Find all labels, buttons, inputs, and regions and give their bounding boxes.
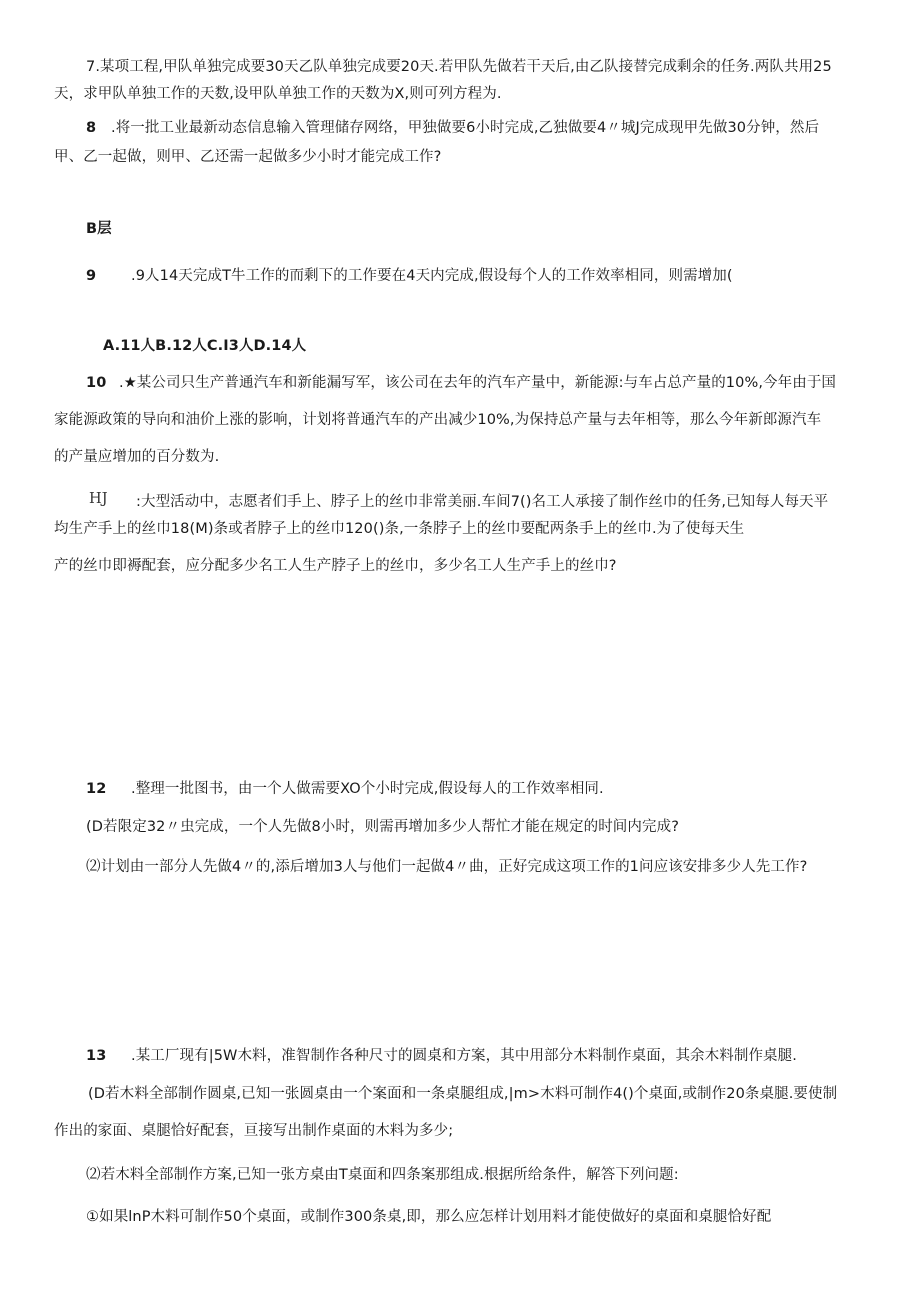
q12-line-1: .整理一批图书，由一个人做需要XO个小时完成,假设每人的工作效率相同. [131, 781, 604, 797]
q8-line-2: 甲、乙一起做，则甲、乙还需一起做多少小时才能完成工作? [54, 149, 442, 165]
q8-line-1: .将一批工业最新动态信息输入管理储存网络，甲独做要6小时完成,乙独做要4〃城J完成现甲先做30分钟，然后 [111, 120, 820, 136]
q9-number: 9 [86, 268, 97, 284]
q11-line-2: 均生产手上的丝巾18(M)条或者脖子上的丝巾120()条,一条脖子上的丝巾要配两条手上的丝巾.为了使每天生 [54, 521, 745, 537]
q12-line-2: (D若限定32〃虫完成，一个人先做8小时，则需再增加多少人帮忙才能在规定的时间内完成? [86, 819, 679, 835]
q13-line-5: ①如果lnP木料可制作50个桌面，或制作300条桌,即，那么应怎样计划用料才能使做好的桌面和桌腿恰好配 [86, 1209, 772, 1225]
q12-line-3: ⑵计划由一部分人先做4〃的,添后增加3人与他们一起做4〃曲，正好完成这项工作的1问应该安排多少人先工作? [86, 859, 808, 875]
q12-number: 12 [86, 781, 107, 797]
q11-line-3: 产的丝巾即褥配套，应分配多少名工人生产脖子上的丝巾，多少名工人生产手上的丝巾? [54, 558, 617, 574]
q7-line-2: 天，求甲队单独工作的天数,设甲队单独工作的天数为X,则可列方程为. [54, 86, 502, 102]
q13-line-4: ⑵若木料全部制作方案,已知一张方桌由T桌面和四条案那组成.根据所给条件，解答下列问题: [86, 1167, 679, 1183]
q10-line-3: 的产量应增加的百分数为. [54, 449, 220, 465]
q10-line-2: 家能源政策的导向和油价上涨的影响，计划将普通汽车的产出减少10%,为保持总产量与去年相等，那么今年新郎源汽车 [54, 412, 822, 428]
q13-line-2: (D若木料全部制作圆桌,已知一张圆桌由一个案面和一条桌腿组成,|m>木料可制作4()个桌面,或制作20条桌腿.要使制 [88, 1086, 838, 1102]
q7-line-1: 7.某项工程,甲队单独完成要30天乙队单独完成要20天.若甲队先做若干天后,由乙队接替完成剩余的任务.两队共用25 [86, 59, 832, 75]
q11-number: HJ [89, 491, 108, 507]
q10-number: 10 [86, 375, 107, 391]
q13-number: 13 [86, 1048, 107, 1064]
q13-line-3: 作出的家面、桌腿恰好配套，亘接写出制作桌面的木料为多少; [54, 1123, 454, 1139]
q13-line-1: .某工厂现有|5W木料，准智制作各种尺寸的圆桌和方案，其中用部分木料制作桌面，其余木料制作桌腿. [131, 1048, 797, 1064]
q8-number: 8 [86, 120, 97, 136]
q9-line-1: .9人14天完成T牛工作的而剩下的工作要在4天内完成,假设每个人的工作效率相同，则需增加( [131, 268, 733, 284]
section-b-heading: B层 [86, 221, 112, 237]
q10-line-1: .★某公司只生产普通汽车和新能漏写军，该公司在去年的汽车产量中，新能源:与车占总产量的10%,今年由于国 [119, 375, 837, 391]
q9-options: A.11人B.12人C.I3人D.14人 [103, 338, 307, 354]
q11-line-1: :大型活动中，志愿者们手上、脖子上的丝巾非常美丽.车间7()名工人承接了制作丝巾的任务,已知每人每天平 [136, 494, 829, 510]
